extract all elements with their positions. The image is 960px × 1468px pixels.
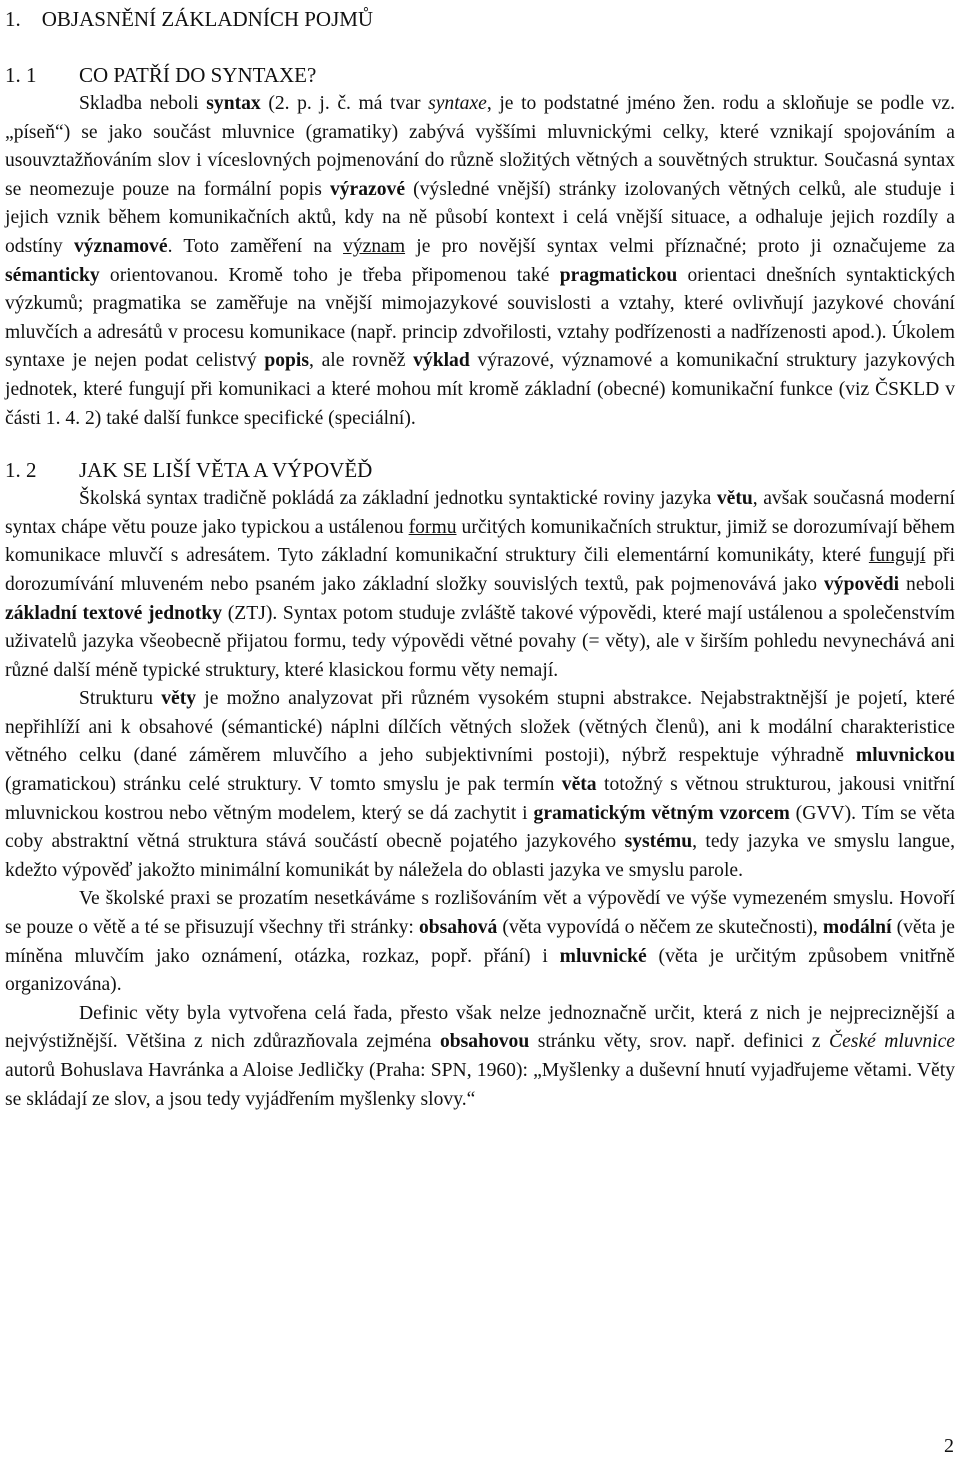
section-number: 1. 2 <box>5 458 37 483</box>
document-page <box>5 4 955 1114</box>
paragraph-definitions: Definic věty byla vytvořena celá řada, přesto však nelze jednoznačně určit, která z nich je nejpreciznější a nejvýstižnější. Většina z nich zdůrazňovala zejména obsahovou stránku věty, srov. např. definici z České mluvnice autorů Bohuslava Havránka a Aloise Jedličky (Praha: SPN, 1960): „Myšlenky a duševní hnutí vyjadřujeme větami. Věty se skládají ze slov, a jsou tedy vyjádřením myšlenky slovy.“ <box>5 1002 955 1110</box>
paragraph-sentence-vs-utterance: Školská syntax tradičně pokládá za základní jednotku syntaktické roviny jazyka větu, avšak současná moderní syntax chápe větu pouze jako typickou a ustálenou formu určitých komunikačních struktur, jimiž se dorozumívají během komunikace mluvčí s adresátem. Tyto základní komunikační struktury čili elementární komunikáty, které fungují při dorozumívání mluveném nebo psaném jako základní složky souvislých textů, pak pojmenovává jako výpovědi neboli základní textové jednotky (ZTJ). Syntax potom studuje zvláště takové výpovědi, které mají ustálenou a společenstvím uživatelů jazyka všeobecně přijatou formu, tedy výpovědi větné povahy (= věty), ale v širším pohledu nevynechává ani různé další méně typické struktury, které klasickou formu věty nemají. <box>5 488 956 681</box>
section-heading-1-2 <box>5 455 955 485</box>
section-title: JAK SE LIŠÍ VĚTA A VÝPOVĚĎ <box>79 458 373 483</box>
section-number: 1. 1 <box>5 63 37 87</box>
section-heading-1-1 <box>5 60 955 90</box>
page-number: 2 <box>944 1435 954 1457</box>
paragraph-sentence-structure: Strukturu věty je možno analyzovat při různém vysokém stupni abstrakce. Nejabstraktnější je pojetí, které nepřihlíží ani k obsahové (sémantické) náplni dílčích větných složek (větných členů), ani k modální charakteristice větného celku (dané záměrem mluvčího a jeho subjektivními postoji), nýbrž respektuje výhradně mluvnickou (gramatickou) stránku celé struktury. V tomto smyslu je pak termín věta totožný s větnou strukturou, jakousi vnitřní mluvnickou kostrou nebo větným modelem, který se dá zachytit i gramatickým větným vzorcem (GVV). Tím se věta coby abstraktní větná struktura stává součástí obecně pojatého jazykového systému, tedy jazyka ve smyslu langue, kdežto výpověď jakožto minimální komunikát by náležela do oblasti jazyka ve smyslu parole. <box>5 688 956 881</box>
paragraph-school-practice: Ve školské praxi se prozatím nesetkáváme s rozlišováním vět a výpovědí ve výše vymezeném smyslu. Hovoří se pouze o větě a té se přisuzují všechny tři stránky: obsahová (věta vypovídá o něčem ze skutečnosti), modální (věta je míněna mluvčím jako oznámení, otázka, rozkaz, popř. přání) i mluvnické (věta je určitým způsobem vnitřně organizována). <box>5 888 955 996</box>
chapter-heading: 1. OBJASNĚNÍ ZÁKLADNÍCH POJMŮ <box>5 7 374 31</box>
paragraph-syntax-definition: Skladba neboli syntax (2. p. j. č. má tvar syntaxe, je to podstatné jméno žen. rodu a skloňuje se podle vz. „píseň“) se jako součást mluvnice (gramatiky) zabývá vyššími mluvnickými celky, které vznikají spojováním a usouvztažňováním slov i víceslovných pojmenování do různě složitých větných a souvětných struktur. Současná syntax se neomezuje pouze na formální popis výrazové (výsledné vnější) stránky izolovaných větných celků, ale studuje i jejich vznik během komunikačních aktů, kdy na ně působí kontext i celá vnější situace, a odhaluje jejich rozdíly a odstíny významové. Toto zaměření na význam je pro novější syntax velmi příznačné; proto ji označujeme za sémanticky orientovanou. Kromě toho je třeba připomenou také pragmatickou orientaci dnešních syntaktických výzkumů; pragmatika se zaměřuje na vnější mimojazykové souvislosti a vztahy, které ovlivňují jazykové chování mluvčích a adresátů v procesu komunikace (např. princip zdvořilosti, vztahy podřízenosti a nadřízenosti apod.). Úkolem syntaxe je nejen podat celistvý popis, ale rovněž výklad výrazové, významové a komunikační struktury jazykových jednotek, které fungují při komunikaci a které mohou mít kromě základní (obecné) komunikační funkce (viz ČSKLD v části 1. 4. 2) také další funkce specifické (speciální). <box>5 93 956 429</box>
section-title: CO PATŘÍ DO SYNTAXE? <box>79 63 317 87</box>
